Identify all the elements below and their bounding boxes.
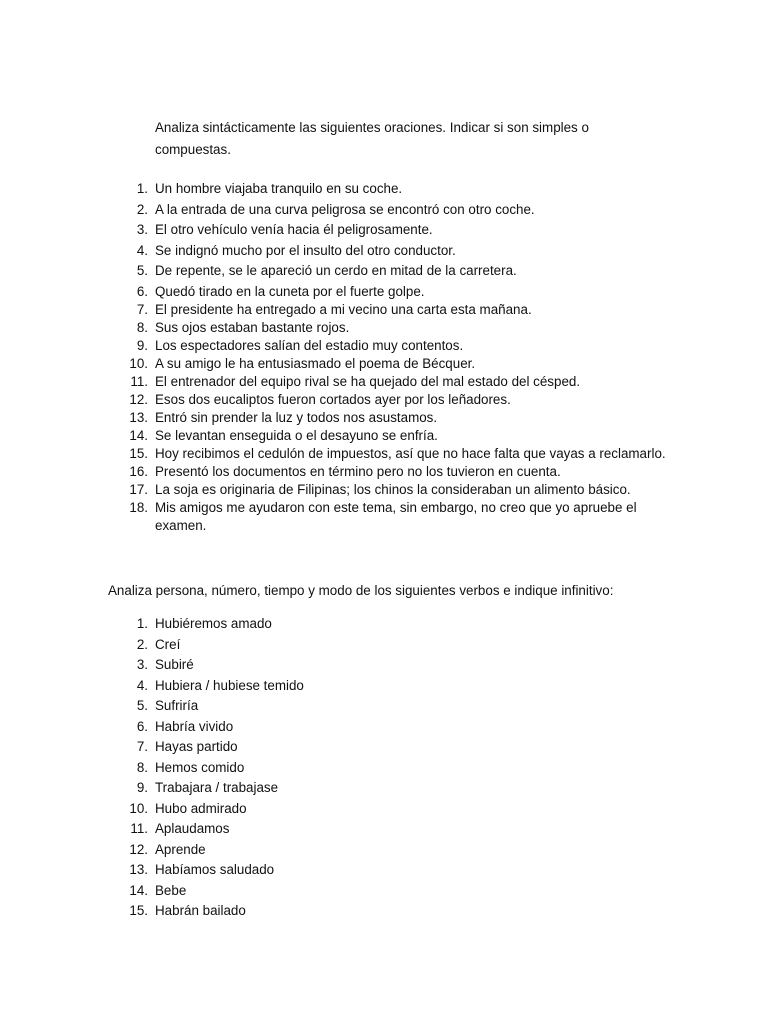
list-item: 5. De repente, se le apareció un cerdo en mitad de la carretera. — [136, 263, 517, 279]
list-item: 10. A su amigo le ha entusiasmado el poema de Bécquer. — [129, 355, 476, 371]
list-item: 8. Sus ojos estaban bastante rojos. — [136, 319, 350, 335]
list-item: 11. El entrenador del equipo rival se ha quejado del mal estado del césped. — [130, 373, 581, 389]
list-item: 11. Aplaudamos — [130, 821, 230, 836]
list-item: 1. Hubiéremos amado — [136, 616, 272, 631]
list-item: 10. Hubo admirado — [129, 800, 247, 816]
list-item: 15. Habrán bailado — [129, 903, 246, 918]
list-item: 2. A la entrada de una curva peligrosa se encontró con otro coche. — [136, 201, 535, 217]
section2-heading: Analiza persona, número, tiempo y modo de los siguientes verbos e indique infinitivo: — [108, 583, 614, 598]
list-item: 14. Bebe — [129, 882, 187, 898]
list-item: 15. Hoy recibimos el cedulón de impuestos, así que no hace falta que vayas a reclamarlo. — [129, 445, 666, 461]
list-item: 14. Se levantan enseguida o el desayuno se enfría. — [129, 427, 438, 443]
list-item: 13. Habíamos saludado — [129, 862, 275, 877]
list-item: 6. Habría vivido — [136, 718, 234, 734]
sentences-list — [108, 180, 668, 535]
list-item: 6. Quedó tirado en la cuneta por el fuerte golpe. — [136, 283, 425, 299]
list-item: 9. Trabajara / trabajase — [136, 780, 279, 795]
list-item: 8. Hemos comido — [136, 759, 245, 775]
list-item: 3. El otro vehículo venía hacia él peligrosamente. — [136, 222, 433, 238]
list-item: 17. La soja es originaria de Filipinas; los chinos la consideraban un alimento básico. — [129, 481, 631, 497]
list-item: 4. Se indignó mucho por el insulto del otro conductor. — [136, 242, 456, 258]
list-item: 7. El presidente ha entregado a mi vecino una carta esta mañana. — [136, 301, 532, 317]
list-item: 7. Hayas partido — [136, 739, 238, 754]
verbs-list — [108, 615, 668, 923]
list-item: 12. Esos dos eucaliptos fueron cortados ayer por los leñadores. — [129, 391, 511, 407]
section1-instruction: Analiza sintácticamente las siguientes oraciones. Indicar si son simples o compuestas. — [155, 120, 589, 157]
list-item: 16. Presentó los documentos en término pero no los tuvieron en cuenta. — [129, 463, 561, 479]
list-item: 12. Aprende — [129, 841, 206, 857]
list-item: 4. Hubiera / hubiese temido — [136, 677, 304, 693]
list-item: 9. Los espectadores salían del estadio muy contentos. — [136, 337, 464, 353]
list-item: 13. Entró sin prender la luz y todos nos asustamos. — [129, 409, 438, 425]
list-item: 18. Mis amigos me ayudaron con este tema, sin embargo, no creo que yo apruebe el examen. — [129, 499, 637, 533]
list-item: 2. Creí — [136, 636, 181, 652]
list-item: 3. Subiré — [136, 657, 194, 672]
list-item: 1. Un hombre viajaba tranquilo en su coche. — [136, 181, 403, 196]
list-item: 5. Sufriría — [136, 698, 199, 713]
